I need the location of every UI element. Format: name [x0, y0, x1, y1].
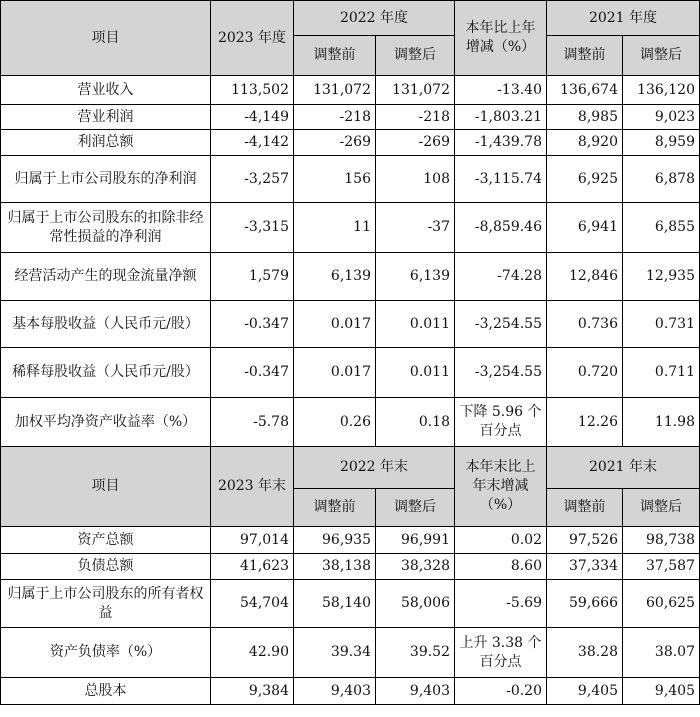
value-prev-adj-before: 131,072: [294, 76, 376, 105]
table-row: [1, 348, 700, 398]
value-prev2-adj-before: 37,334: [547, 554, 623, 580]
row-label: 经营活动产生的现金流量净额: [1, 253, 211, 301]
value-prev-adj-after: -37: [376, 203, 455, 253]
value-prev-adj-after: 96,991: [376, 527, 455, 554]
value-prev-adj-after: -218: [376, 105, 455, 130]
value-prev2-adj-after: 37,587: [623, 554, 700, 580]
header-change: 本年比上年增减（%）: [455, 1, 547, 76]
value-current: -3,315: [211, 203, 294, 253]
value-current: -5.78: [211, 398, 294, 447]
value-prev2-adj-before: 6,941: [547, 203, 623, 253]
value-change: -3,254.55: [455, 348, 547, 398]
value-prev2-adj-before: 6,925: [547, 156, 623, 203]
value-prev-adj-before: 9,403: [294, 678, 376, 705]
value-prev2-adj-before: 136,674: [547, 76, 623, 105]
row-label: 资产负债率（%）: [1, 628, 211, 678]
value-prev-adj-after: 0.011: [376, 348, 455, 398]
row-label: 营业利润: [1, 105, 211, 130]
value-prev2-adj-after: 0.731: [623, 301, 700, 348]
value-current: 54,704: [211, 580, 294, 628]
value-change: 8.60: [455, 554, 547, 580]
header-prev-year: 2022 年度: [294, 1, 455, 36]
value-prev-adj-before: 39.34: [294, 628, 376, 678]
value-change: 下降 5.96 个百分点: [455, 398, 547, 447]
header-prev-adj-after: 调整后: [376, 36, 455, 76]
value-change: -1,803.21: [455, 105, 547, 130]
value-change: -1,439.78: [455, 130, 547, 156]
value-change: -0.20: [455, 678, 547, 705]
value-change: 上升 3.38 个百分点: [455, 628, 547, 678]
value-prev-adj-before: 11: [294, 203, 376, 253]
table-row: [1, 678, 700, 705]
header-item: 项目: [1, 447, 211, 527]
table-row: [1, 527, 700, 554]
value-prev-adj-after: 39.52: [376, 628, 455, 678]
row-label: 营业收入: [1, 76, 211, 105]
value-prev2-adj-after: 136,120: [623, 76, 700, 105]
value-prev2-adj-before: 38.28: [547, 628, 623, 678]
row-label: 负债总额: [1, 554, 211, 580]
value-current: 9,384: [211, 678, 294, 705]
value-current: -0.347: [211, 301, 294, 348]
value-prev2-adj-before: 9,405: [547, 678, 623, 705]
header-prev-adj-after: 调整后: [376, 489, 455, 527]
table-row: [1, 301, 700, 348]
header-prev2-year: 2021 年度: [547, 1, 700, 36]
value-prev2-adj-before: 12.26: [547, 398, 623, 447]
value-current: 1,579: [211, 253, 294, 301]
value-prev-adj-before: -269: [294, 130, 376, 156]
header-prev2-adj-after: 调整后: [623, 36, 700, 76]
header-item: 项目: [1, 1, 211, 76]
value-prev2-adj-before: 8,920: [547, 130, 623, 156]
row-label: 稀释每股收益（人民币元/股）: [1, 348, 211, 398]
table-row: [1, 105, 700, 130]
row-label: 总股本: [1, 678, 211, 705]
value-prev-adj-before: 58,140: [294, 580, 376, 628]
value-prev-adj-after: 9,403: [376, 678, 455, 705]
header-prev-year-end: 2022 年末: [294, 447, 455, 489]
value-prev2-adj-after: 9,023: [623, 105, 700, 130]
row-label: 归属于上市公司股东的净利润: [1, 156, 211, 203]
value-change: -8,859.46: [455, 203, 547, 253]
value-prev2-adj-before: 12,846: [547, 253, 623, 301]
header-prev2-adj-after: 调整后: [623, 489, 700, 527]
table-row: [1, 156, 700, 203]
header-prev2-adj-before: 调整前: [547, 36, 623, 76]
row-label: 利润总额: [1, 130, 211, 156]
value-prev2-adj-before: 59,666: [547, 580, 623, 628]
value-prev2-adj-after: 60,625: [623, 580, 700, 628]
header-prev-adj-before: 调整前: [294, 36, 376, 76]
value-current: -0.347: [211, 348, 294, 398]
row-label: 归属于上市公司股东的扣除非经常性损益的净利润: [1, 203, 211, 253]
value-prev-adj-after: 0.011: [376, 301, 455, 348]
value-prev2-adj-after: 12,935: [623, 253, 700, 301]
table-row: [1, 398, 700, 447]
section2-header-row: [1, 447, 700, 489]
value-change: 0.02: [455, 527, 547, 554]
header-prev-adj-before: 调整前: [294, 489, 376, 527]
value-prev2-adj-before: 0.720: [547, 348, 623, 398]
value-prev-adj-after: 6,139: [376, 253, 455, 301]
header-current-year: 2023 年度: [211, 1, 294, 76]
value-change: -3,115.74: [455, 156, 547, 203]
value-change: -13.40: [455, 76, 547, 105]
row-label: 基本每股收益（人民币元/股）: [1, 301, 211, 348]
value-prev-adj-before: -218: [294, 105, 376, 130]
value-change: -74.28: [455, 253, 547, 301]
value-change: -3,254.55: [455, 301, 547, 348]
value-prev2-adj-before: 97,526: [547, 527, 623, 554]
value-prev2-adj-before: 8,985: [547, 105, 623, 130]
table-row: [1, 554, 700, 580]
value-prev2-adj-after: 6,855: [623, 203, 700, 253]
value-prev2-adj-after: 9,405: [623, 678, 700, 705]
value-prev2-adj-after: 8,959: [623, 130, 700, 156]
value-prev-adj-after: 58,006: [376, 580, 455, 628]
section1-header-row: [1, 1, 700, 36]
row-label: 加权平均净资产收益率（%）: [1, 398, 211, 447]
value-prev-adj-after: 108: [376, 156, 455, 203]
value-prev2-adj-after: 98,738: [623, 527, 700, 554]
value-prev-adj-before: 0.017: [294, 348, 376, 398]
value-prev-adj-after: 38,328: [376, 554, 455, 580]
value-prev-adj-before: 0.26: [294, 398, 376, 447]
header-change: 本年末比上年末增减（%）: [455, 447, 547, 527]
table-row: [1, 130, 700, 156]
value-current: 41,623: [211, 554, 294, 580]
value-prev-adj-after: -269: [376, 130, 455, 156]
value-current: -4,149: [211, 105, 294, 130]
value-prev2-adj-after: 6,878: [623, 156, 700, 203]
value-prev-adj-after: 131,072: [376, 76, 455, 105]
table-row: [1, 253, 700, 301]
row-label: 归属于上市公司股东的所有者权益: [1, 580, 211, 628]
header-current-year-end: 2023 年末: [211, 447, 294, 527]
table-row: [1, 76, 700, 105]
table-row: [1, 580, 700, 628]
value-prev-adj-after: 0.18: [376, 398, 455, 447]
value-prev-adj-before: 38,138: [294, 554, 376, 580]
value-prev2-adj-after: 38.07: [623, 628, 700, 678]
value-prev2-adj-after: 0.711: [623, 348, 700, 398]
value-current: 113,502: [211, 76, 294, 105]
table-row: [1, 203, 700, 253]
value-current: -3,257: [211, 156, 294, 203]
value-current: 42.90: [211, 628, 294, 678]
value-prev-adj-before: 6,139: [294, 253, 376, 301]
value-current: -4,142: [211, 130, 294, 156]
value-prev-adj-before: 0.017: [294, 301, 376, 348]
value-prev2-adj-after: 11.98: [623, 398, 700, 447]
table-row: [1, 628, 700, 678]
header-prev2-adj-before: 调整前: [547, 489, 623, 527]
value-change: -5.69: [455, 580, 547, 628]
value-prev2-adj-before: 0.736: [547, 301, 623, 348]
row-label: 资产总额: [1, 527, 211, 554]
value-prev-adj-before: 156: [294, 156, 376, 203]
value-prev-adj-before: 96,935: [294, 527, 376, 554]
value-current: 97,014: [211, 527, 294, 554]
header-prev2-year-end: 2021 年末: [547, 447, 700, 489]
